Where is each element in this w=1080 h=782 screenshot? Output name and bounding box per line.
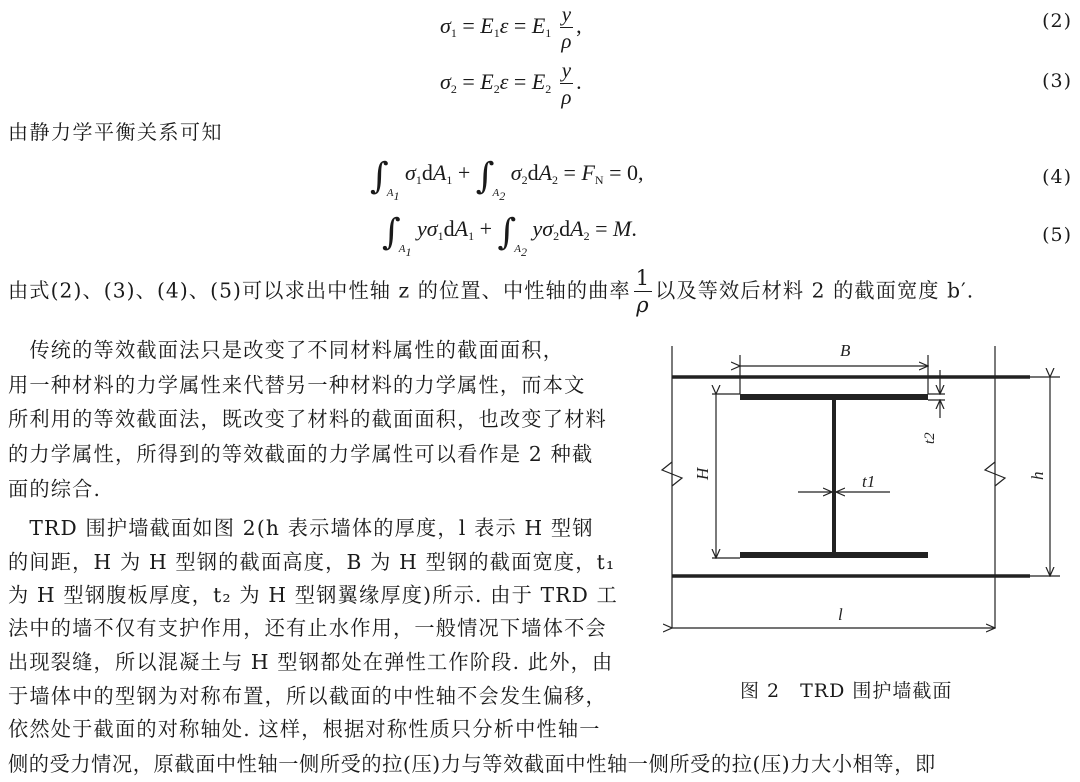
- label-l: l: [838, 605, 843, 624]
- body-line: 依然处于截面的对称轴处. 这样，根据对称性质只分析中性轴一: [8, 717, 601, 741]
- equation-2-number: (2): [1042, 10, 1072, 32]
- after-eq5-tail: 以及等效后材料 2 的截面宽度 b′.: [655, 278, 975, 303]
- label-h: h: [1028, 471, 1047, 480]
- equation-5-number: (5): [1042, 224, 1072, 246]
- equation-4-number: (4): [1042, 166, 1072, 188]
- figure-2-diagram: [650, 330, 1070, 640]
- body-line: 传统的等效截面法只是改变了不同材料属性的截面面积，: [8, 338, 565, 362]
- label-H: H: [693, 467, 712, 480]
- body-line: 法中的墙不仅有支护作用，还有止水作用，一般情况下墙体不会: [8, 616, 607, 640]
- equation-3-number: (3): [1042, 70, 1072, 92]
- equation-4: [0, 150, 1080, 203]
- label-B: B: [840, 341, 851, 360]
- equation-2: [0, 0, 1080, 53]
- label-t2: t2: [922, 432, 938, 444]
- equation-3-body: $\sigma_2 = E_2\varepsilon = E_2$ $\frac{y}{\rho}$ .: [440, 58, 582, 109]
- equation-4-body: $\int_{A_1}$ $\sigma_1dA_1 + \int_{A_2}$ $\sigma_2dA_2 = F_N = 0$,: [370, 156, 644, 203]
- body-line: 出现裂缝，所以混凝土与 H 型钢都处在弹性工作阶段. 此外，由: [8, 650, 614, 674]
- curvature-fraction: $\frac{1}{\rho}$: [635, 266, 651, 317]
- body-line: 为 H 型钢腹板厚度，t₂ 为 H 型钢翼缘厚度)所示. 由于 TRD 工: [8, 583, 619, 607]
- label-t1: t1: [862, 472, 876, 491]
- after-eq5-text: 由式(2)、(3)、(4)、(5)可以求出中性轴 z 的位置、中性轴的曲率: [8, 278, 631, 303]
- body-line: TRD 围护墙截面如图 2(h 表示墙体的厚度，l 表示 H 型钢: [8, 516, 594, 540]
- after-eq5-line: [8, 268, 974, 316]
- figure-caption: 图 2 TRD 围护墙截面: [740, 680, 953, 702]
- equation-2-body: $\sigma_1 = E_1\varepsilon = E_1$ $\frac{y}{\rho}$ ,: [440, 2, 582, 53]
- body-line: 于墙体中的型钢为对称布置，所以截面的中性轴不会发生偏移，: [8, 684, 607, 708]
- body-line: 的力学属性，所得到的等效截面的力学属性可以看作是 2 种截: [8, 442, 594, 466]
- body-line: 所利用的等效截面法，既改变了材料的截面面积，也改变了材料: [8, 407, 607, 431]
- body-line: 用一种材料的力学属性来代替另一种材料的力学属性，而本文: [8, 373, 586, 397]
- equation-5-body: $\int_{A_1}$ $y\sigma_1dA_1 + \int_{A_2}$ $y\sigma_2dA_2 = M$.: [382, 212, 637, 259]
- body-line: 面的综合.: [8, 477, 102, 501]
- equation-5: [0, 206, 1080, 259]
- body-line: 侧的受力情况，原截面中性轴一侧所受的拉(压)力与等效截面中性轴一侧所受的拉(压)力大小相等，即: [8, 752, 936, 776]
- body-line: 的间距，H 为 H 型钢的截面高度，B 为 H 型钢的截面宽度，t₁: [8, 550, 616, 574]
- intro-text: 由静力学平衡关系可知: [8, 120, 223, 144]
- equation-3: [0, 56, 1080, 109]
